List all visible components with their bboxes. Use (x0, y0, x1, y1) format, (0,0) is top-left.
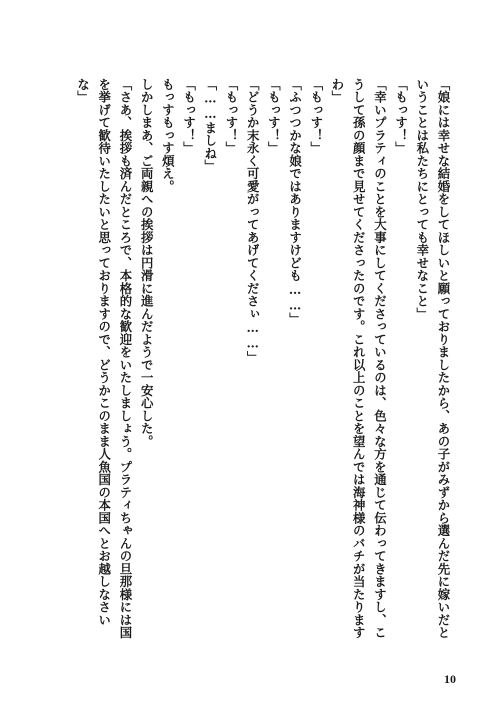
vertical-text-body (72, 78, 454, 668)
text-line: 「娘には幸せな結婚をしてほしいと願っておりましたから、あの子がみずから選んだ先に嫁いだと (436, 78, 451, 639)
text-line: わ」 (329, 78, 345, 104)
text-line: 「もっす！」 (266, 78, 282, 155)
text-line: 「どうか末永く可愛がってあげてくださぃ……」 (245, 78, 261, 364)
text-line: 「もっす！」 (223, 78, 239, 155)
text-line: 「さあ、挨拶も済んだところで、本格的な歓迎をいたしましょう。プラティちゃんの旦那様には国 (117, 78, 133, 639)
text-line: 「ふつつかな娘ではありますけども……」 (287, 78, 303, 326)
text-line: な」 (75, 78, 91, 104)
text-line: 「もっす！」 (181, 78, 197, 155)
text-line: しかしまあ、ご両親への挨拶は円滑に進んだようで一安心した。 (139, 78, 155, 448)
text-line: うして孫の顔まで見せてくださったのです。これ以上のことを望んでは海神様のバチが当たります (351, 78, 367, 639)
text-line: 「もっす！」 (308, 78, 324, 155)
text-line: もっすもっす煩え。 (160, 78, 176, 193)
text-line: 「……ましね」 (202, 78, 218, 173)
text-line: 「もっす！」 (393, 78, 409, 155)
page-number: 10 (444, 672, 456, 686)
text-line: いうことは私たちにとっても幸せなこと」 (414, 78, 430, 321)
text-line: を挙げて歓待いたしたいと思っておりますので、どうかこのまま人魚国の本国へとお越しなさい (96, 78, 112, 627)
text-line: 「幸いプラティのことを大事にしてくださっているのは、色々な方を通じて伝わってきますし、こ (372, 78, 388, 639)
